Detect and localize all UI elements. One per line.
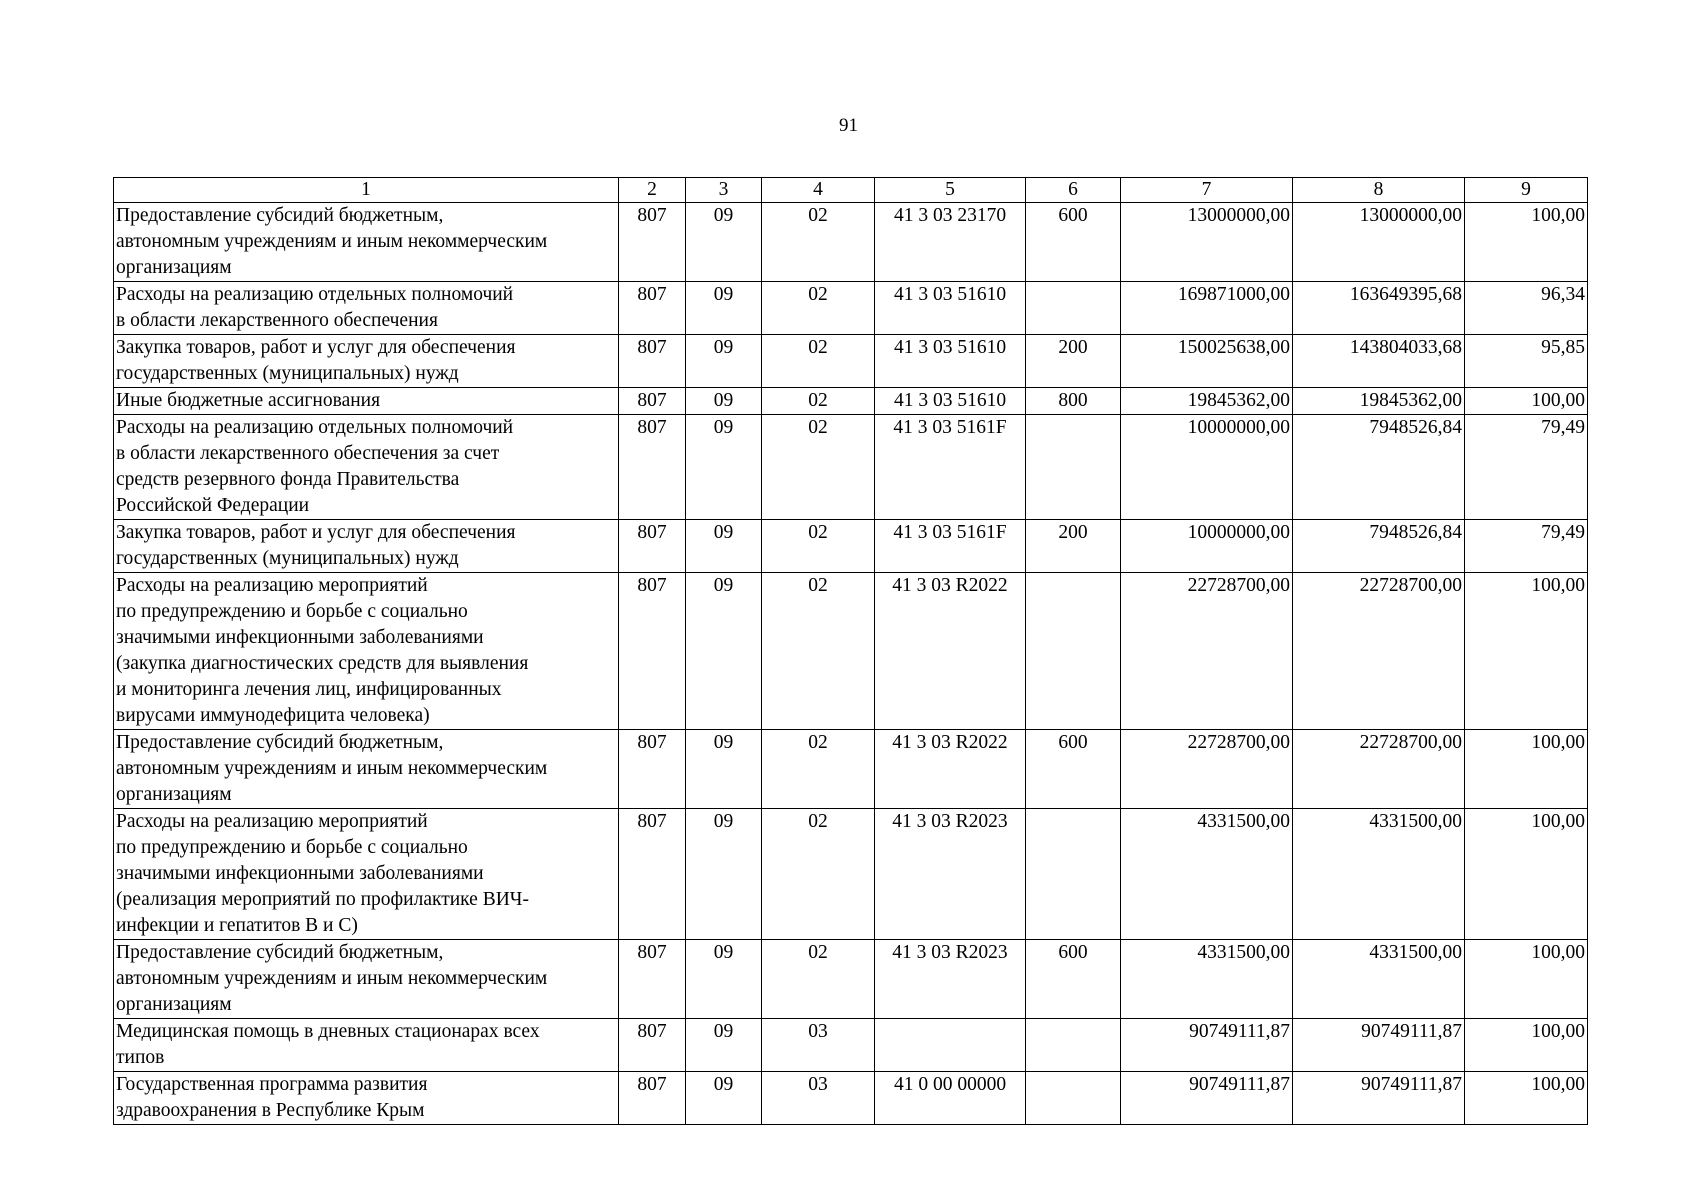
cell-expense-name	[114, 520, 619, 573]
cell-subsection: 02	[762, 573, 875, 730]
column-header: 9	[1465, 178, 1588, 203]
cell-approved-amount: 4331500,00	[1121, 809, 1293, 940]
cell-execution-percent: 100,00	[1465, 1019, 1588, 1072]
column-header: 3	[686, 178, 762, 203]
cell-expense-name	[114, 1072, 619, 1125]
cell-section: 09	[686, 1019, 762, 1072]
expense-name-line: типов	[116, 1047, 165, 1068]
cell-approved-amount: 150025638,00	[1121, 335, 1293, 388]
cell-expense-type: 600	[1026, 730, 1121, 809]
expense-name-line: по предупреждению и борьбе с социально	[116, 837, 468, 858]
cell-execution-percent: 100,00	[1465, 203, 1588, 282]
cell-expense-type: 200	[1026, 335, 1121, 388]
column-header: 4	[762, 178, 875, 203]
cell-target-article: 41 3 03 23170	[875, 203, 1026, 282]
expense-name-line: инфекции и гепатитов В и С)	[116, 915, 358, 936]
expense-name-line: государственных (муниципальных) нужд	[116, 363, 459, 384]
column-header: 5	[875, 178, 1026, 203]
table-row	[114, 282, 1588, 335]
cell-section: 09	[686, 809, 762, 940]
expense-name-line: здравоохранения в Республике Крым	[116, 1100, 425, 1121]
cell-section: 09	[686, 940, 762, 1019]
cell-execution-percent: 100,00	[1465, 730, 1588, 809]
cell-target-article	[875, 1019, 1026, 1072]
cell-expense-name	[114, 730, 619, 809]
cell-approved-amount: 4331500,00	[1121, 940, 1293, 1019]
cell-executed-amount: 4331500,00	[1293, 940, 1465, 1019]
cell-target-article: 41 3 03 5161F	[875, 520, 1026, 573]
cell-target-article: 41 3 03 51610	[875, 388, 1026, 415]
cell-expense-type	[1026, 415, 1121, 520]
expense-name-line: Государственная программа развития	[116, 1074, 428, 1095]
table-row	[114, 415, 1588, 520]
expense-name-line: организациям	[116, 994, 232, 1015]
cell-expense-type	[1026, 809, 1121, 940]
cell-expense-type: 200	[1026, 520, 1121, 573]
column-header: 8	[1293, 178, 1465, 203]
cell-approved-amount: 10000000,00	[1121, 520, 1293, 573]
cell-approved-amount: 13000000,00	[1121, 203, 1293, 282]
cell-expense-type: 600	[1026, 940, 1121, 1019]
cell-expense-name	[114, 1019, 619, 1072]
cell-expense-name	[114, 809, 619, 940]
cell-subsection: 03	[762, 1019, 875, 1072]
expense-name-line: Расходы на реализацию отдельных полномочий	[116, 284, 514, 305]
cell-expense-name	[114, 573, 619, 730]
expense-name-line: Расходы на реализацию мероприятий	[116, 811, 428, 832]
cell-section: 09	[686, 203, 762, 282]
expense-name-line: автономным учреждениям и иным некоммерческим	[116, 758, 548, 779]
expense-name-line: (реализация мероприятий по профилактике ВИЧ-	[116, 889, 529, 910]
cell-subsection: 02	[762, 282, 875, 335]
cell-approved-amount: 10000000,00	[1121, 415, 1293, 520]
budget-table	[113, 177, 1588, 1125]
table-row	[114, 730, 1588, 809]
cell-ministry-code: 807	[619, 1072, 686, 1125]
cell-executed-amount: 19845362,00	[1293, 388, 1465, 415]
cell-ministry-code: 807	[619, 203, 686, 282]
cell-target-article: 41 0 00 00000	[875, 1072, 1026, 1125]
cell-expense-name	[114, 940, 619, 1019]
cell-approved-amount: 169871000,00	[1121, 282, 1293, 335]
cell-target-article: 41 3 03 R2022	[875, 573, 1026, 730]
cell-ministry-code: 807	[619, 809, 686, 940]
cell-subsection: 02	[762, 730, 875, 809]
expense-name-line: Российской Федерации	[116, 495, 310, 516]
cell-execution-percent: 100,00	[1465, 573, 1588, 730]
cell-expense-type: 800	[1026, 388, 1121, 415]
cell-expense-name	[114, 203, 619, 282]
cell-ministry-code: 807	[619, 573, 686, 730]
cell-ministry-code: 807	[619, 520, 686, 573]
table-row	[114, 809, 1588, 940]
cell-subsection: 03	[762, 1072, 875, 1125]
cell-ministry-code: 807	[619, 282, 686, 335]
cell-executed-amount: 163649395,68	[1293, 282, 1465, 335]
cell-target-article: 41 3 03 5161F	[875, 415, 1026, 520]
expense-name-line: Иные бюджетные ассигнования	[116, 390, 381, 411]
cell-executed-amount: 143804033,68	[1293, 335, 1465, 388]
cell-executed-amount: 4331500,00	[1293, 809, 1465, 940]
expense-name-line: значимыми инфекционными заболеваниями	[116, 863, 484, 884]
table-row	[114, 940, 1588, 1019]
column-header-row	[114, 178, 1588, 203]
cell-target-article: 41 3 03 R2022	[875, 730, 1026, 809]
cell-expense-type	[1026, 282, 1121, 335]
cell-execution-percent: 100,00	[1465, 809, 1588, 940]
cell-execution-percent: 100,00	[1465, 388, 1588, 415]
table-row	[114, 1072, 1588, 1125]
cell-target-article: 41 3 03 R2023	[875, 940, 1026, 1019]
cell-section: 09	[686, 1072, 762, 1125]
cell-ministry-code: 807	[619, 415, 686, 520]
expense-name-line: по предупреждению и борьбе с социально	[116, 601, 468, 622]
expense-name-line: организациям	[116, 257, 232, 278]
cell-expense-type	[1026, 1072, 1121, 1125]
expense-name-line: государственных (муниципальных) нужд	[116, 548, 459, 569]
table-row	[114, 520, 1588, 573]
expense-name-line: Предоставление субсидий бюджетным,	[116, 732, 444, 753]
cell-expense-type	[1026, 573, 1121, 730]
cell-approved-amount: 90749111,87	[1121, 1019, 1293, 1072]
cell-section: 09	[686, 282, 762, 335]
table-row	[114, 1019, 1588, 1072]
cell-subsection: 02	[762, 203, 875, 282]
cell-target-article: 41 3 03 51610	[875, 282, 1026, 335]
cell-executed-amount: 22728700,00	[1293, 573, 1465, 730]
expense-name-line: средств резервного фонда Правительства	[116, 469, 460, 490]
table-row	[114, 335, 1588, 388]
cell-subsection: 02	[762, 415, 875, 520]
expense-name-line: Расходы на реализацию отдельных полномочий	[116, 417, 514, 438]
cell-section: 09	[686, 335, 762, 388]
expense-name-line: в области лекарственного обеспечения	[116, 310, 438, 331]
cell-expense-name	[114, 282, 619, 335]
table-row	[114, 388, 1588, 415]
cell-approved-amount: 19845362,00	[1121, 388, 1293, 415]
cell-subsection: 02	[762, 809, 875, 940]
cell-executed-amount: 90749111,87	[1293, 1072, 1465, 1125]
cell-subsection: 02	[762, 335, 875, 388]
cell-ministry-code: 807	[619, 730, 686, 809]
cell-expense-type	[1026, 1019, 1121, 1072]
table-row	[114, 573, 1588, 730]
page-number: 91	[839, 115, 858, 136]
cell-execution-percent: 100,00	[1465, 1072, 1588, 1125]
cell-expense-name	[114, 335, 619, 388]
cell-executed-amount: 7948526,84	[1293, 520, 1465, 573]
expense-name-line: Предоставление субсидий бюджетным,	[116, 205, 444, 226]
expense-name-line: Закупка товаров, работ и услуг для обеспечения	[116, 522, 516, 543]
cell-ministry-code: 807	[619, 388, 686, 415]
expense-name-line: и мониторинга лечения лиц, инфицированных	[116, 679, 502, 700]
cell-section: 09	[686, 730, 762, 809]
cell-approved-amount: 90749111,87	[1121, 1072, 1293, 1125]
cell-execution-percent: 79,49	[1465, 520, 1588, 573]
cell-ministry-code: 807	[619, 1019, 686, 1072]
cell-expense-type: 600	[1026, 203, 1121, 282]
cell-expense-name	[114, 415, 619, 520]
cell-target-article: 41 3 03 R2023	[875, 809, 1026, 940]
cell-section: 09	[686, 388, 762, 415]
cell-target-article: 41 3 03 51610	[875, 335, 1026, 388]
expense-name-line: Закупка товаров, работ и услуг для обеспечения	[116, 337, 516, 358]
cell-approved-amount: 22728700,00	[1121, 573, 1293, 730]
cell-execution-percent: 100,00	[1465, 940, 1588, 1019]
expense-name-line: Расходы на реализацию мероприятий	[116, 575, 428, 596]
cell-subsection: 02	[762, 388, 875, 415]
cell-execution-percent: 95,85	[1465, 335, 1588, 388]
column-header: 2	[619, 178, 686, 203]
cell-approved-amount: 22728700,00	[1121, 730, 1293, 809]
expense-name-line: автономным учреждениям и иным некоммерческим	[116, 968, 548, 989]
column-header: 6	[1026, 178, 1121, 203]
expense-name-line: значимыми инфекционными заболеваниями	[116, 627, 484, 648]
cell-executed-amount: 90749111,87	[1293, 1019, 1465, 1072]
table-body	[114, 178, 1588, 1125]
expense-name-line: автономным учреждениям и иным некоммерческим	[116, 231, 548, 252]
cell-section: 09	[686, 415, 762, 520]
cell-executed-amount: 22728700,00	[1293, 730, 1465, 809]
cell-subsection: 02	[762, 520, 875, 573]
cell-expense-name	[114, 388, 619, 415]
cell-subsection: 02	[762, 940, 875, 1019]
cell-section: 09	[686, 520, 762, 573]
expense-name-line: вирусами иммунодефицита человека)	[116, 705, 430, 726]
cell-ministry-code: 807	[619, 940, 686, 1019]
column-header: 7	[1121, 178, 1293, 203]
cell-ministry-code: 807	[619, 335, 686, 388]
expense-name-line: Предоставление субсидий бюджетным,	[116, 942, 444, 963]
cell-executed-amount: 7948526,84	[1293, 415, 1465, 520]
cell-execution-percent: 79,49	[1465, 415, 1588, 520]
cell-executed-amount: 13000000,00	[1293, 203, 1465, 282]
cell-execution-percent: 96,34	[1465, 282, 1588, 335]
expense-name-line: организациям	[116, 784, 232, 805]
expense-name-line: в области лекарственного обеспечения за счет	[116, 443, 500, 464]
table-row	[114, 203, 1588, 282]
cell-section: 09	[686, 573, 762, 730]
expense-name-line: (закупка диагностических средств для выявления	[116, 653, 529, 674]
column-header: 1	[114, 178, 619, 203]
expense-name-line: Медицинская помощь в дневных стационарах всех	[116, 1021, 540, 1042]
